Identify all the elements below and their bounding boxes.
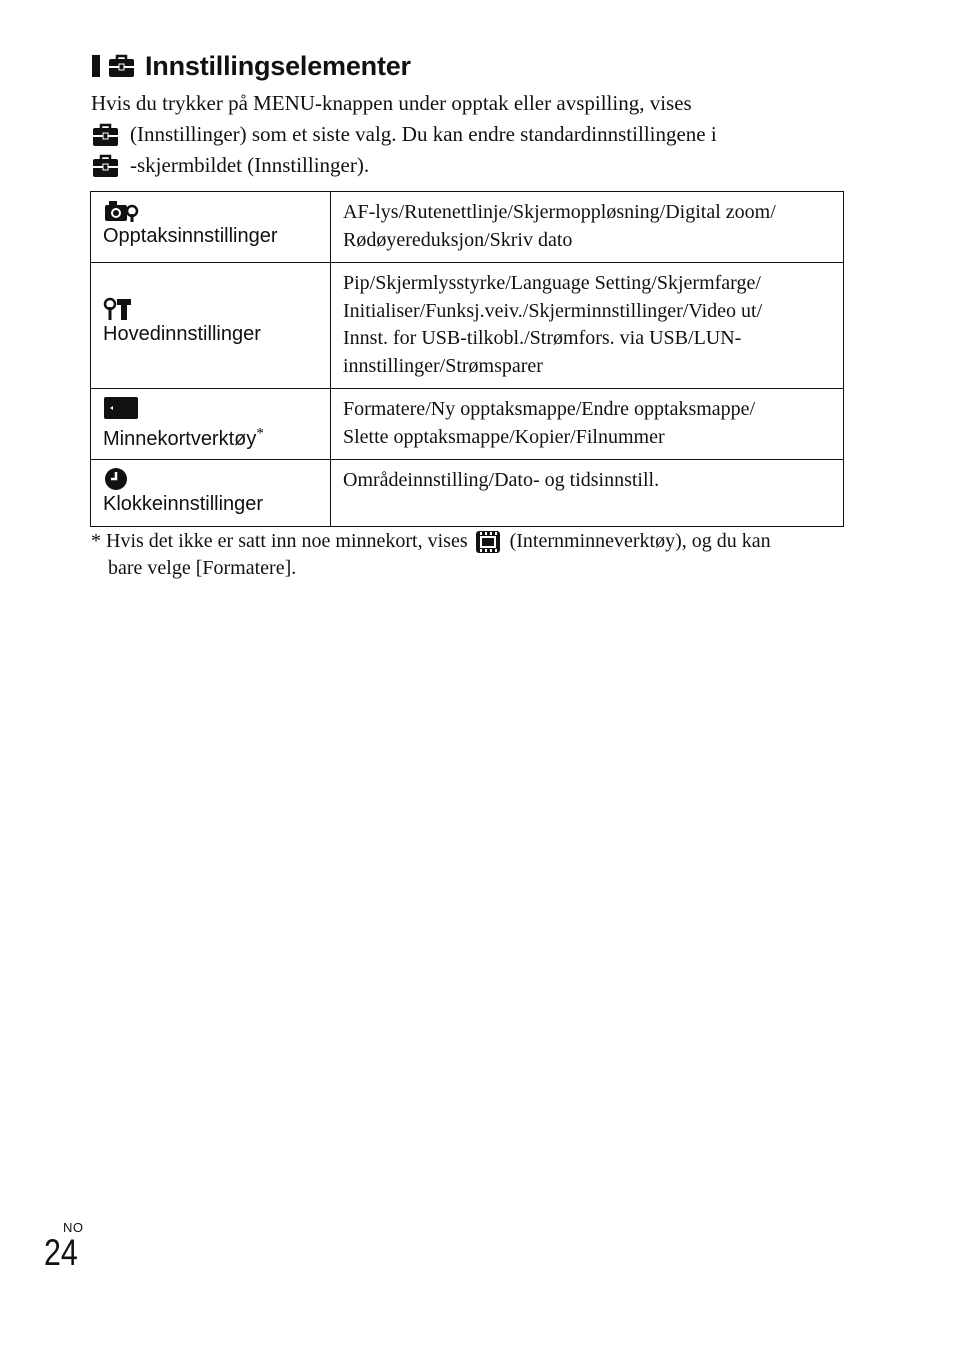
footnote-text-1: * Hvis det ikke er satt inn noe minnekort, vises	[91, 530, 468, 552]
intro-line-3-text: -skjermbildet (Innstillinger).	[130, 153, 370, 177]
table-row	[91, 192, 844, 263]
category-cell	[91, 460, 331, 527]
items-line: Initialiser/Funksj.veiv./Skjerminnstillinger/Video ut/	[343, 299, 763, 322]
clock-icon	[103, 466, 131, 492]
items-line: Slette opptaksmappe/Kopier/Filnummer	[343, 425, 665, 448]
heading-bar-marker	[92, 55, 100, 77]
category-label	[103, 425, 264, 450]
items-line: innstillinger/Strømsparer	[343, 354, 543, 377]
items-line: Formatere/Ny opptaksmappe/Endre opptaksmappe/	[343, 398, 756, 420]
camera-settings-icon	[103, 198, 139, 224]
items-line: Innst. for USB-tilkobl./Strømfors. via USB/LUN-	[343, 327, 742, 349]
items-line: Rødøyereduksjon/Skriv dato	[343, 228, 573, 251]
category-cell	[91, 263, 331, 389]
intro-line-1: Hvis du trykker på MENU-knappen under opptak eller avspilling, vises	[91, 91, 692, 115]
items-cell	[331, 460, 844, 527]
intro-paragraph	[91, 88, 851, 181]
category-label: Opptaksinnstillinger	[103, 225, 278, 247]
items-line: AF-lys/Rutenettlinje/Skjermoppløsning/Digital zoom/	[343, 201, 776, 223]
table-row	[91, 389, 844, 460]
items-cell	[331, 389, 844, 460]
category-cell	[91, 389, 331, 460]
toolbox-icon	[108, 54, 135, 78]
toolbox-icon	[91, 123, 120, 147]
footnote-line-1	[91, 528, 861, 555]
category-label: Klokkeinnstillinger	[103, 493, 264, 515]
table-row	[91, 263, 844, 389]
section-heading	[92, 48, 411, 84]
footnote-marker: *	[256, 425, 264, 441]
memory-card-icon	[103, 395, 139, 421]
category-label: Hovedinnstillinger	[103, 323, 261, 345]
items-line: Pip/Skjermlysstyrke/Language Setting/Skjermfarge/	[343, 272, 761, 294]
settings-table	[90, 191, 844, 527]
items-line: Områdeinnstilling/Dato- og tidsinnstill.	[343, 469, 660, 491]
table-row	[91, 460, 844, 527]
intro-line-2-text: (Innstillinger) som et siste valg. Du kan endre standardinnstillingene i	[130, 122, 717, 146]
internal-memory-icon	[474, 529, 502, 555]
page-language-code: NO	[63, 1220, 84, 1235]
footnote	[91, 528, 861, 582]
page-title: Innstillingselementer	[145, 50, 411, 81]
items-cell	[331, 192, 844, 263]
intro-line-2	[91, 119, 851, 150]
intro-line-3	[91, 150, 851, 181]
toolbox-icon	[91, 154, 120, 178]
footnote-text-2: (Internminneverktøy), og du kan	[509, 530, 771, 552]
page-number: 24	[44, 1232, 78, 1273]
category-label-text: Minnekortverktøy	[103, 427, 257, 450]
footnote-line-2: bare velge [Formatere].	[108, 557, 297, 579]
items-cell	[331, 263, 844, 389]
category-cell	[91, 192, 331, 263]
main-settings-wrench-icon	[103, 296, 133, 322]
